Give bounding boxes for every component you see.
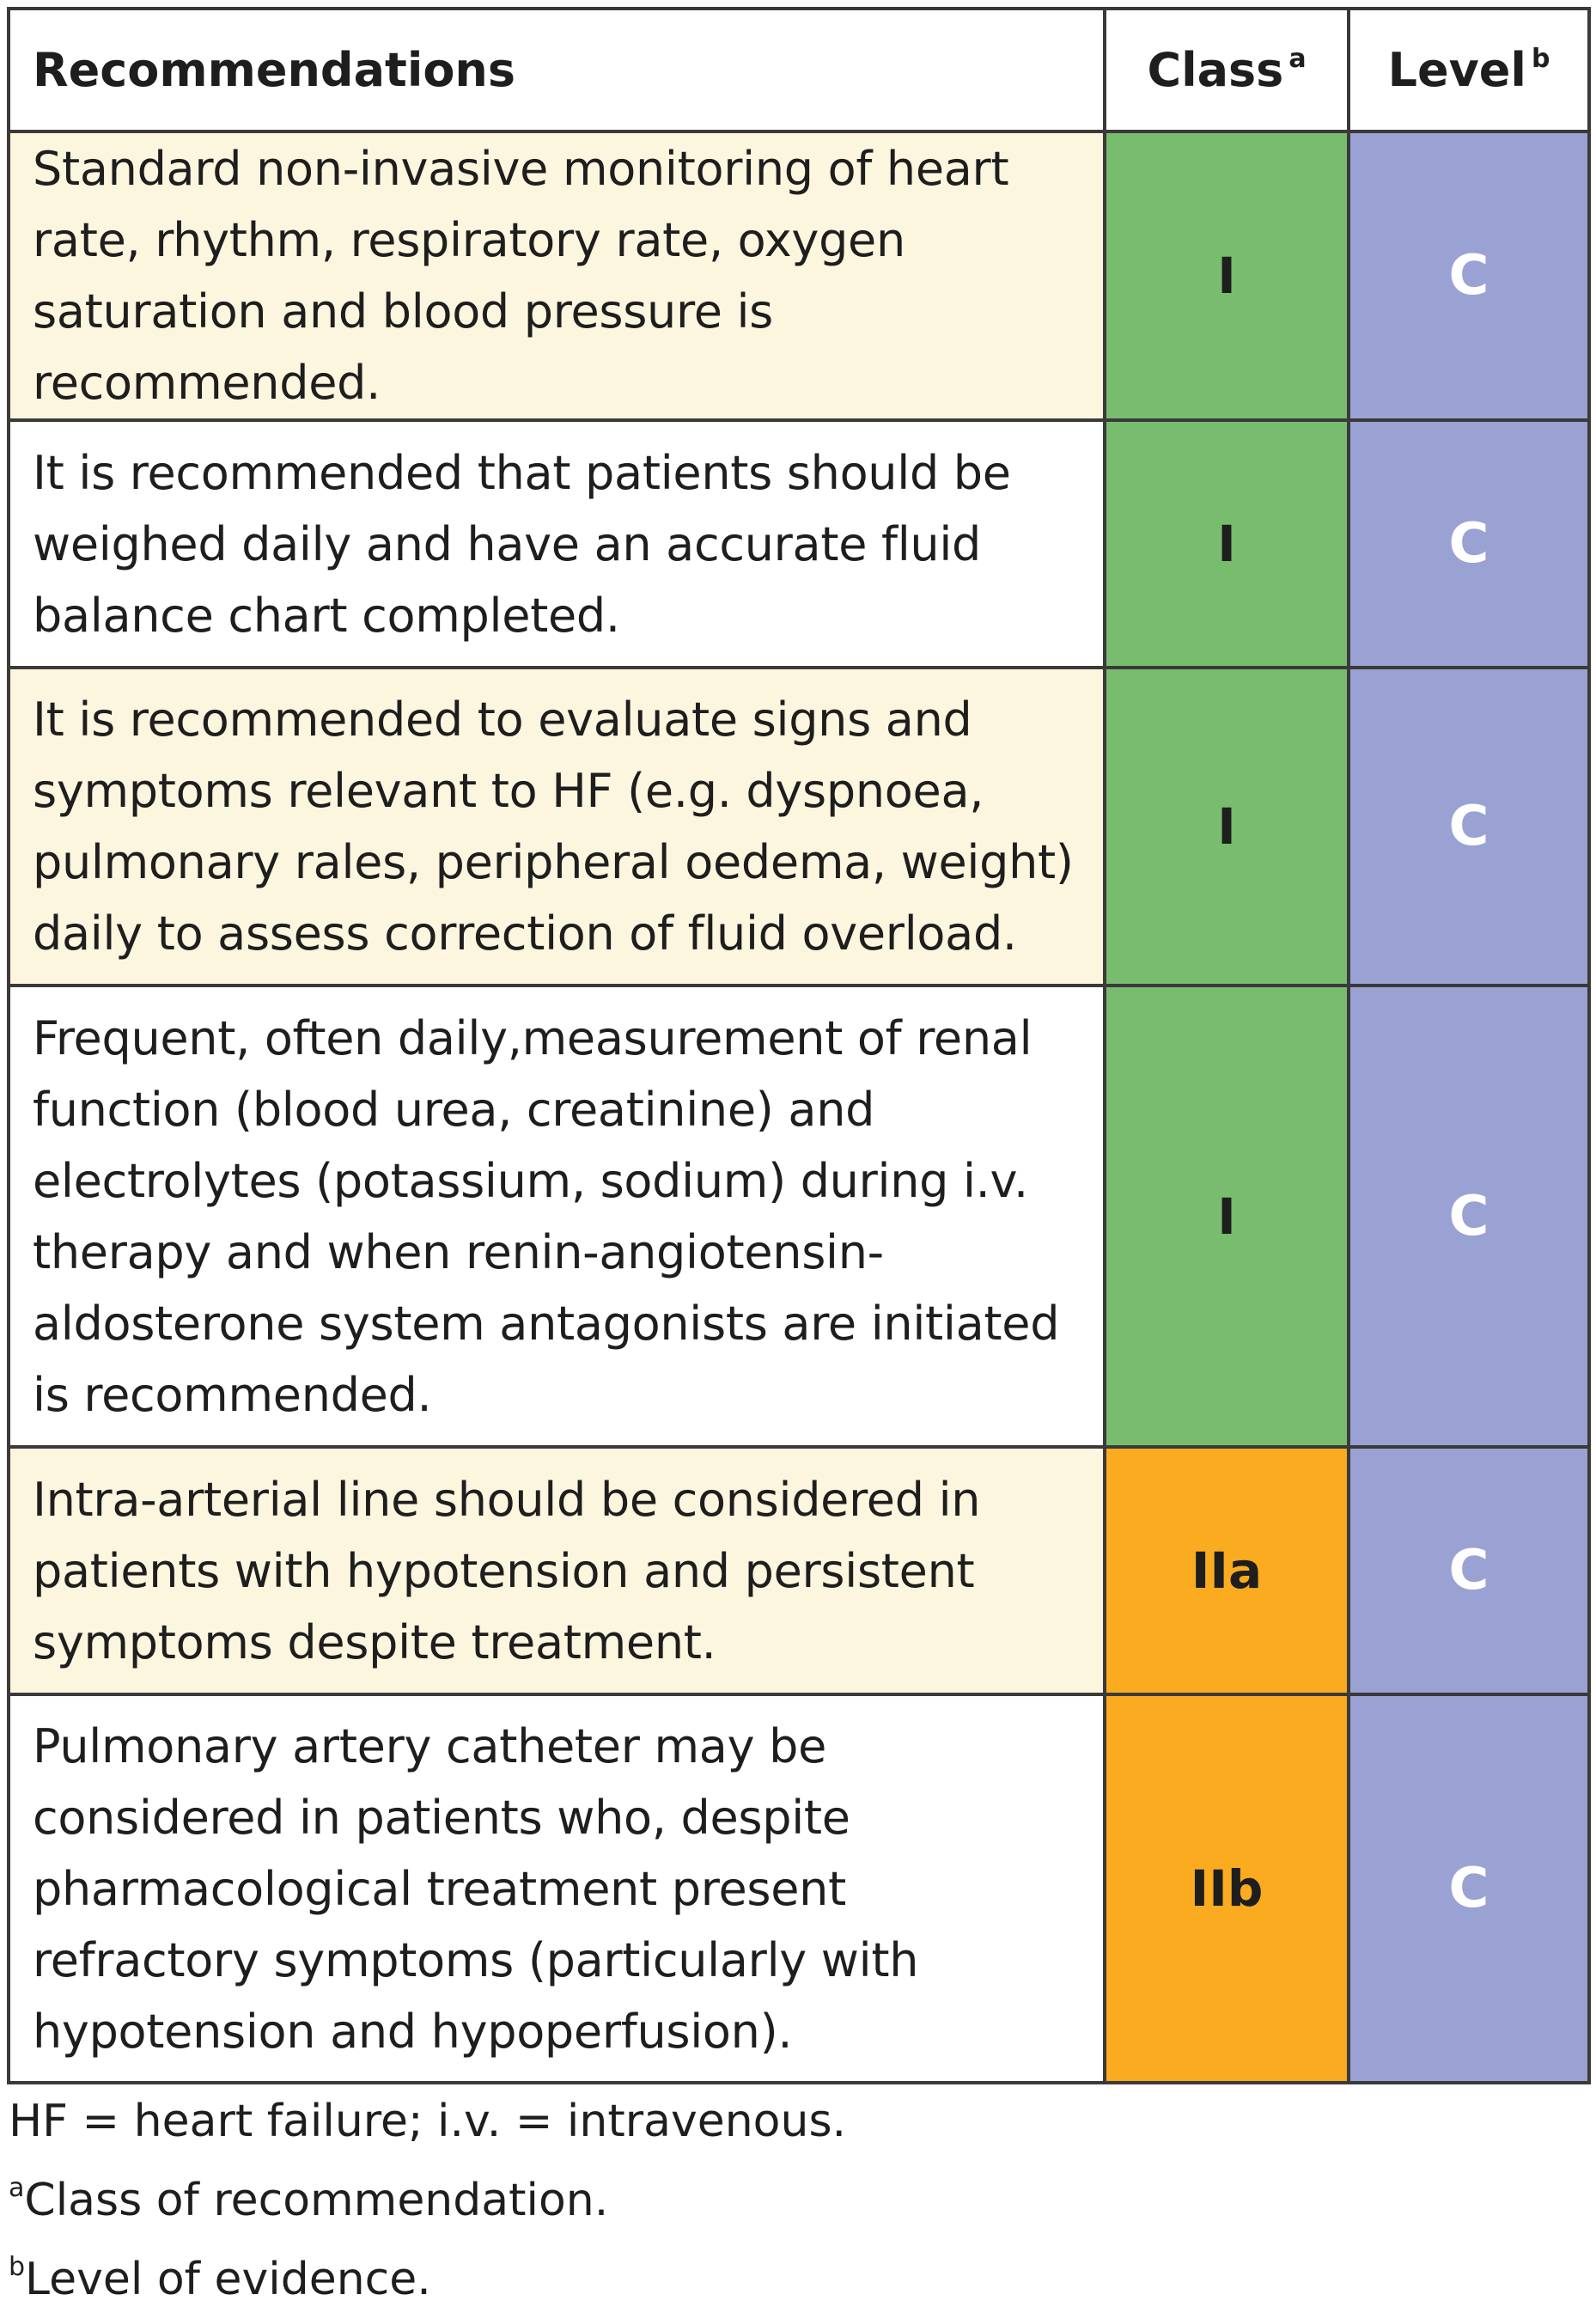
table-row	[9, 420, 1589, 668]
header-recommendations-label: Recommendations	[33, 43, 516, 97]
level-cell: C	[1349, 1694, 1589, 2083]
footnote-b-marker: b	[9, 2252, 26, 2282]
footnote-a-marker: a	[9, 2173, 25, 2203]
header-class	[1105, 9, 1349, 131]
recommendations-table	[7, 7, 1591, 2084]
recommendation-text: It is recommended to evaluate signs and symptoms relevant to HF (e.g. dyspnoea, pulmonary rales, peripheral oedema, weight) daily to assess correction of fluid overload.	[9, 668, 1105, 986]
header-level-label: Level	[1387, 43, 1526, 97]
level-cell: C	[1349, 668, 1589, 986]
table-header-row	[9, 9, 1589, 131]
header-level	[1349, 9, 1589, 131]
header-recommendations	[9, 9, 1105, 131]
class-cell: I	[1105, 668, 1349, 986]
class-cell: I	[1105, 131, 1349, 420]
abbreviations-footnote: HF = heart failure; i.v. = intravenous.	[9, 2096, 847, 2147]
footnote-b	[9, 2234, 1581, 2313]
level-cell: C	[1349, 986, 1589, 1447]
class-cell: I	[1105, 420, 1349, 668]
table-footnotes	[9, 2088, 1581, 2313]
table-row	[9, 1694, 1589, 2083]
footnote-b-text: Level of evidence.	[25, 2254, 431, 2305]
class-cell: IIb	[1105, 1694, 1349, 2083]
recommendation-text: Intra-arterial line should be considered in patients with hypotension and persistent symptoms despite treatment.	[9, 1447, 1105, 1694]
recommendation-text: Frequent, often daily,measurement of renal function (blood urea, creatinine) and electrolytes (potassium, sodium) during i.v. therapy and when renin-angiotensin-aldosterone system antagonists are initiated is recommended.	[9, 986, 1105, 1447]
recommendation-text: Standard non-invasive monitoring of heart rate, rhythm, respiratory rate, oxygen saturation and blood pressure is recommended.	[9, 131, 1105, 420]
level-cell: C	[1349, 1447, 1589, 1694]
header-class-footnote-marker: a	[1288, 44, 1307, 74]
class-cell: IIa	[1105, 1447, 1349, 1694]
table-row	[9, 668, 1589, 986]
header-class-label: Class	[1147, 43, 1284, 97]
level-cell: C	[1349, 131, 1589, 420]
level-cell: C	[1349, 420, 1589, 668]
recommendation-text: It is recommended that patients should be weighed daily and have an accurate fluid balance chart completed.	[9, 420, 1105, 668]
recommendation-text: Pulmonary artery catheter may be considered in patients who, despite pharmacological treatment present refractory symptoms (particularly with hypotension and hypoperfusion).	[9, 1694, 1105, 2083]
table-row	[9, 1447, 1589, 1694]
table-row	[9, 131, 1589, 420]
footnote-a-text: Class of recommendation.	[24, 2175, 609, 2226]
class-cell: I	[1105, 986, 1349, 1447]
table-row	[9, 986, 1589, 1447]
footnote-a	[9, 2155, 1581, 2234]
header-level-footnote-marker: b	[1531, 44, 1550, 74]
